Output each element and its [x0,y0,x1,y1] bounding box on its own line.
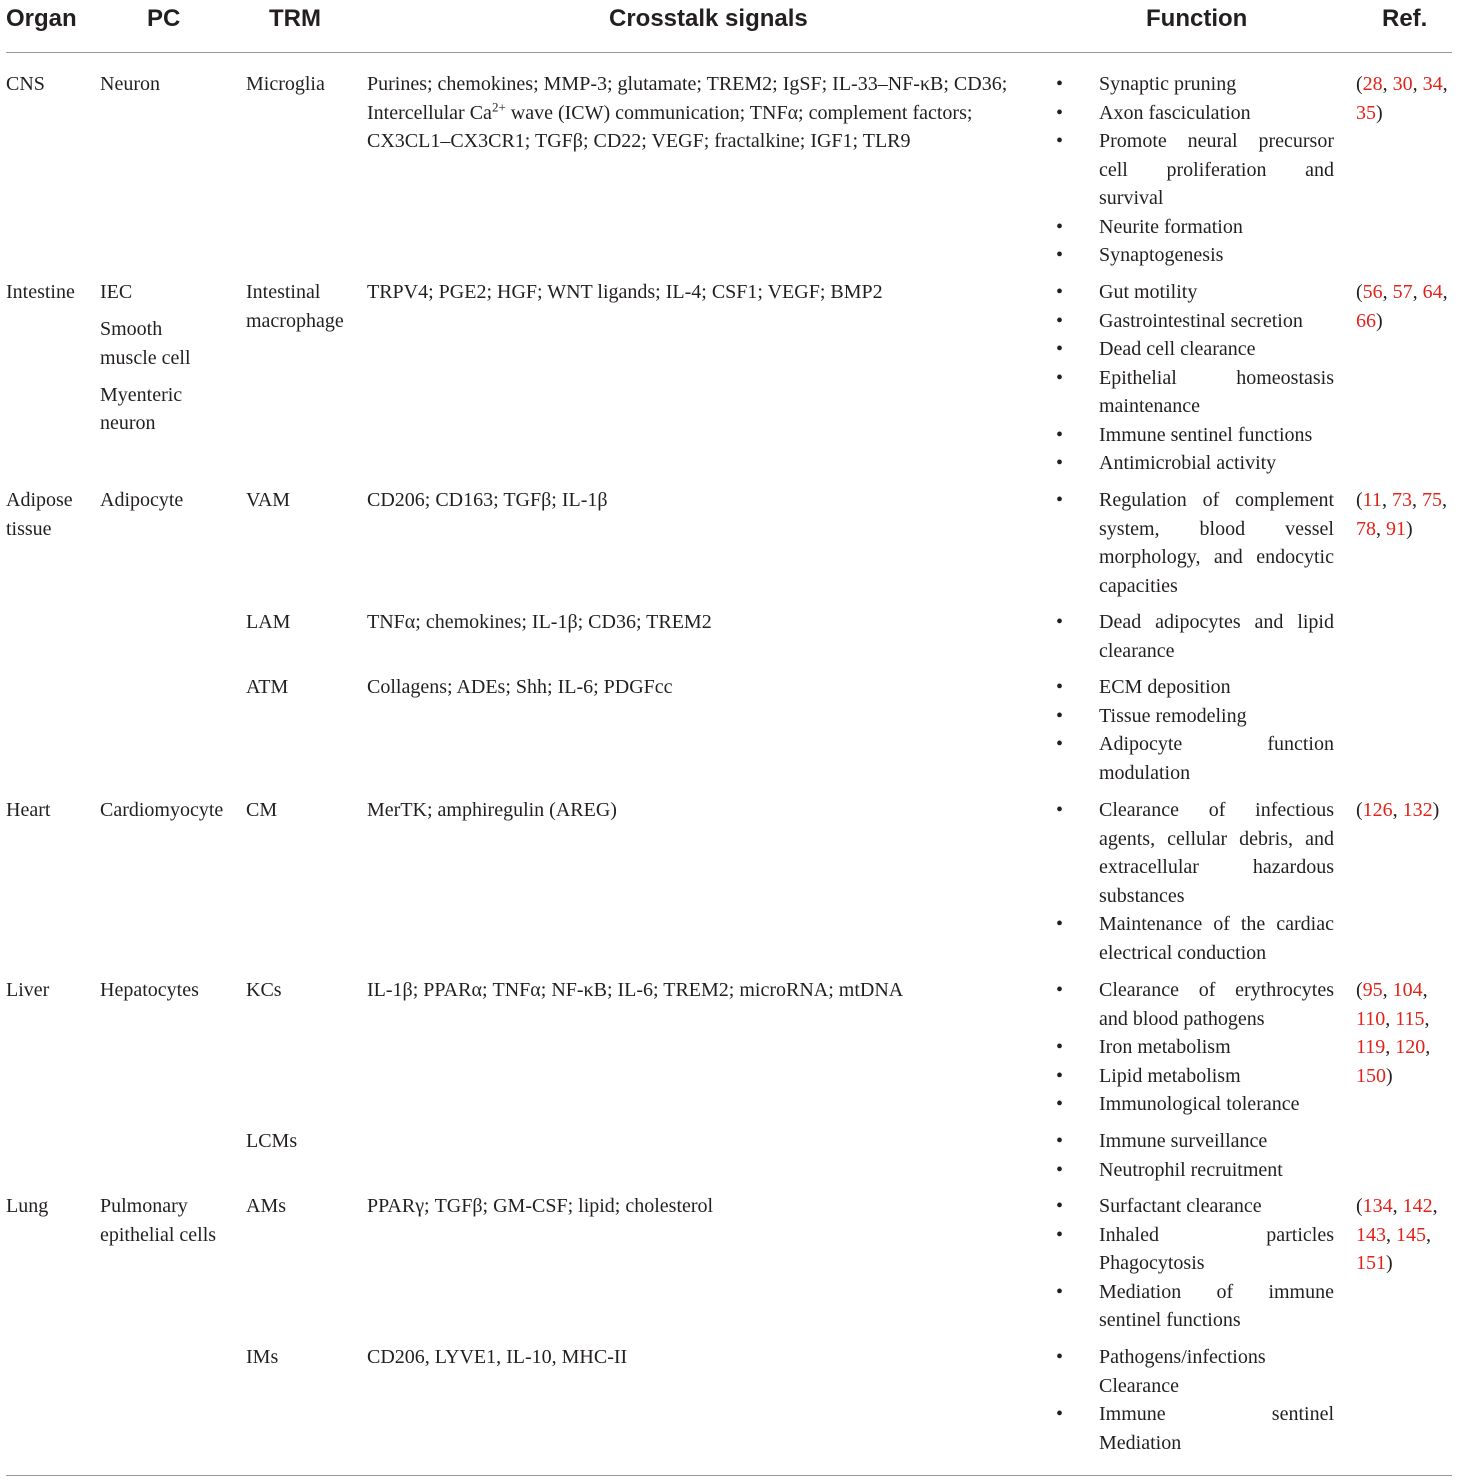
reference-link[interactable]: 73 [1391,489,1412,511]
header-pc: PC [147,5,181,32]
function-text: • Surfactant clearance [1099,1195,1262,1217]
header-signals: Crosstalk signals [609,5,808,32]
reference-link[interactable]: 66 [1356,309,1376,332]
function-text: • Axon fasciculation [1099,101,1251,124]
organ-cell: tissue [6,517,52,540]
pc-cell: Myenteric [100,383,183,406]
function-item [1056,278,1334,307]
pc-cell: Adipocyte [100,489,184,511]
function-item [1056,307,1334,336]
trm-cell: KCs [246,979,282,1001]
signals-cell: MerTK; amphiregulin (AREG) [367,799,617,821]
reference-link[interactable]: 30 [1392,73,1413,95]
organ-cell: Adipose [6,489,73,511]
function-list [1056,608,1334,665]
function-text: • Gastrointestinal secretion [1099,309,1303,332]
function-list [1056,1192,1334,1335]
pc-cell: epithelial cells [100,1223,217,1246]
function-item [1056,70,1334,99]
function-text: • Inhaled particles [1099,1223,1334,1246]
function-text: • Mediation of immune [1099,1280,1334,1303]
function-item [1056,608,1334,665]
function-text: • Antimicrobial activity [1099,452,1277,474]
function-item [1056,364,1334,421]
reference-line: 78, 91) [1356,517,1413,540]
reference-link[interactable]: 119 [1356,1036,1386,1058]
function-item [1056,1062,1334,1091]
function-text: • Neutrophil recruitment [1099,1158,1283,1181]
trm-cell: macrophage [246,309,344,332]
function-list [1056,1343,1334,1457]
function-text: • Immune sentinel functions [1099,423,1313,446]
function-text: • Clearance of infectious [1099,799,1334,821]
function-text: maintenance [1099,395,1201,417]
function-text: • Pathogens/infections [1099,1346,1266,1368]
reference-line: (11, 73, 75, [1356,489,1447,511]
function-text: survival [1099,187,1164,209]
pc-cell: Cardiomyocyte [100,799,224,821]
function-text: modulation [1099,761,1191,784]
function-item [1056,673,1334,702]
function-text: capacities [1099,574,1178,597]
reference-line: 110, 115, [1356,1007,1430,1030]
signals-text: Intercellular Ca [367,101,492,124]
reference-cell [1356,796,1452,825]
reference-link[interactable]: 134 [1362,1195,1393,1217]
function-text: extracellular hazardous [1099,856,1334,878]
function-text: • Clearance of erythrocytes [1099,979,1334,1001]
header-ref: Ref. [1382,5,1428,32]
function-text: morphology, and endocytic [1099,546,1334,568]
function-text: sentinel functions [1099,1309,1241,1331]
header-function: Function [1146,5,1248,32]
function-text: • ECM deposition [1099,676,1231,698]
reference-link[interactable]: 75 [1421,489,1442,511]
header-organ: Organ [6,5,77,32]
function-text: • Maintenance of the cardiac [1099,913,1334,935]
function-text: Mediation [1099,1431,1182,1454]
function-item [1056,1090,1334,1119]
function-item [1056,421,1334,450]
organ-cell: Intestine [6,281,75,303]
signals-cell: CD206; CD163; TGFβ; IL-1β [367,489,608,511]
function-item [1056,335,1334,364]
function-item [1056,486,1334,600]
function-text: • Tissue remodeling [1099,704,1247,727]
reference-link[interactable]: 120 [1395,1036,1426,1058]
reference-link[interactable]: 34 [1422,73,1443,95]
organ-cell: Liver [6,979,50,1001]
function-text: • Lipid metabolism [1099,1064,1241,1087]
function-item [1056,1192,1334,1221]
organ-cell: Heart [6,799,51,821]
trm-cell: Intestinal [246,281,321,303]
signals-cell: TNFα; chemokines; IL-1β; CD36; TREM2 [367,611,712,633]
organ-cell: Lung [6,1195,49,1217]
reference-cell [1356,278,1452,335]
signals-cell: PPARγ; TGFβ; GM-CSF; lipid; cholesterol [367,1195,714,1217]
reference-line: 150) [1356,1064,1393,1087]
reference-line: 119, 120, [1356,1036,1431,1058]
reference-link[interactable]: 28 [1362,73,1383,95]
function-text: • Immunological tolerance [1099,1093,1300,1115]
pc-cell: Neuron [100,73,160,95]
reference-link[interactable]: 91 [1386,517,1406,540]
trm-cell: CM [246,799,278,821]
function-text: • Promote neural precursor [1099,130,1334,152]
reference-line: (134, 142, [1356,1195,1438,1217]
function-text: • Adipocyte function [1099,733,1334,755]
function-text: Phagocytosis [1099,1252,1205,1274]
function-list [1056,70,1334,270]
function-text: • Synaptogenesis [1099,244,1224,266]
signals-cell: Purines; chemokines; MMP-3; glutamate; TREM2; IgSF; IL-33–NF-κB; CD36; [367,73,1008,95]
header-trm: TRM [269,5,321,32]
function-item [1056,127,1334,213]
trm-cell: ATM [246,676,289,698]
function-item [1056,1156,1334,1185]
reference-cell [1356,70,1452,127]
function-text: • Epithelial homeostasis [1099,366,1334,389]
pc-cell: IEC [100,281,133,303]
reference-link[interactable]: 143 [1356,1223,1386,1246]
reference-link[interactable]: 115 [1395,1007,1425,1030]
signals-cell: CX3CL1–CX3CR1; TGFβ; CD22; VEGF; fractalkine; IGF1; TLR9 [367,130,911,152]
signals-cell [367,99,972,128]
function-text: agents, cellular debris, and [1099,827,1334,850]
bottom-rule [6,1475,1452,1476]
function-item [1056,976,1334,1033]
signals-cell: CD206, LYVE1, IL-10, MHC-II [367,1346,628,1368]
reference-link[interactable]: 150 [1356,1064,1386,1087]
reference-cell [1356,486,1452,543]
function-list [1056,278,1334,478]
reference-line: (126, 132) [1356,799,1440,821]
function-text: • Neurite formation [1099,215,1243,238]
reference-cell [1356,1192,1452,1278]
organ-cell: CNS [6,73,45,95]
reference-link[interactable]: 11 [1362,489,1382,511]
function-text: • Synaptic pruning [1099,73,1237,95]
reference-line: 35) [1356,101,1383,124]
function-text: • Immune surveillance [1099,1130,1268,1152]
function-item [1056,241,1334,270]
reference-link[interactable]: 110 [1356,1007,1386,1030]
reference-link[interactable]: 57 [1392,281,1413,303]
reference-link[interactable]: 56 [1362,281,1383,303]
function-item [1056,1127,1334,1156]
function-text: substances [1099,884,1185,907]
pc-cell: Smooth [100,318,163,340]
function-text: system, blood vessel [1099,517,1334,540]
reference-link[interactable]: 35 [1356,101,1376,124]
trm-cell: VAM [246,489,291,511]
pc-cell: muscle cell [100,346,191,369]
signals-text: wave (ICW) communication; TNFα; complement factors; [505,101,973,124]
signals-cell: TRPV4; PGE2; HGF; WNT ligands; IL-4; CSF1; VEGF; BMP2 [367,281,883,303]
reference-link[interactable]: 104 [1392,979,1423,1001]
pc-cell: Pulmonary [100,1195,188,1217]
reference-link[interactable]: 126 [1362,799,1393,821]
trm-cell: Microglia [246,73,325,95]
function-list [1056,1127,1334,1184]
function-text: clearance [1099,639,1175,662]
function-item [1056,1343,1334,1400]
function-item [1056,910,1334,967]
reference-cell [1356,976,1452,1090]
trm-cell: IMs [246,1346,279,1368]
trm-cell: LAM [246,611,291,633]
function-text: • Immune sentinel [1099,1403,1334,1425]
function-text: and blood pathogens [1099,1007,1265,1030]
reference-line: (28, 30, 34, [1356,73,1448,95]
function-item [1056,449,1334,478]
function-text: • Dead adipocytes and lipid [1099,611,1334,633]
function-item [1056,702,1334,731]
reference-line: (95, 104, [1356,979,1428,1001]
function-item [1056,1278,1334,1335]
function-item [1056,99,1334,128]
reference-link[interactable]: 145 [1396,1223,1426,1246]
function-text: electrical conduction [1099,941,1267,964]
reference-link[interactable]: 132 [1402,799,1433,821]
function-text: Clearance [1099,1374,1179,1397]
function-text: cell proliferation and [1099,158,1334,181]
function-item [1056,730,1334,787]
function-list [1056,673,1334,787]
function-item [1056,1033,1334,1062]
reference-link[interactable]: 142 [1402,1195,1433,1217]
function-list [1056,486,1334,600]
reference-link[interactable]: 95 [1362,979,1383,1001]
reference-link[interactable]: 78 [1356,517,1376,540]
function-text: • Gut motility [1099,281,1198,303]
signals-cell: IL-1β; PPARα; TNFα; NF-κB; IL-6; TREM2; microRNA; mtDNA [367,979,904,1001]
reference-link[interactable]: 151 [1356,1252,1386,1274]
reference-line: (56, 57, 64, [1356,281,1448,303]
function-item [1056,213,1334,242]
function-text: • Iron metabolism [1099,1036,1231,1058]
reference-line: 143, 145, [1356,1223,1431,1246]
function-item [1056,1400,1334,1457]
signals-cell: Collagens; ADEs; Shh; IL-6; PDGFcc [367,676,673,698]
function-item [1056,796,1334,910]
superscript: 2+ [491,98,506,114]
function-text: • Regulation of complement [1099,489,1334,511]
function-list [1056,796,1334,967]
reference-link[interactable]: 64 [1422,281,1443,303]
pc-cell: Hepatocytes [100,979,199,1001]
function-list [1056,976,1334,1119]
trm-cell: AMs [246,1195,287,1217]
function-item [1056,1221,1334,1278]
reference-line: 66) [1356,309,1383,332]
trm-cell: LCMs [246,1130,298,1152]
pc-cell: neuron [100,412,156,434]
reference-line: 151) [1356,1252,1393,1274]
header-rule [6,52,1452,53]
function-text: • Dead cell clearance [1099,338,1256,360]
